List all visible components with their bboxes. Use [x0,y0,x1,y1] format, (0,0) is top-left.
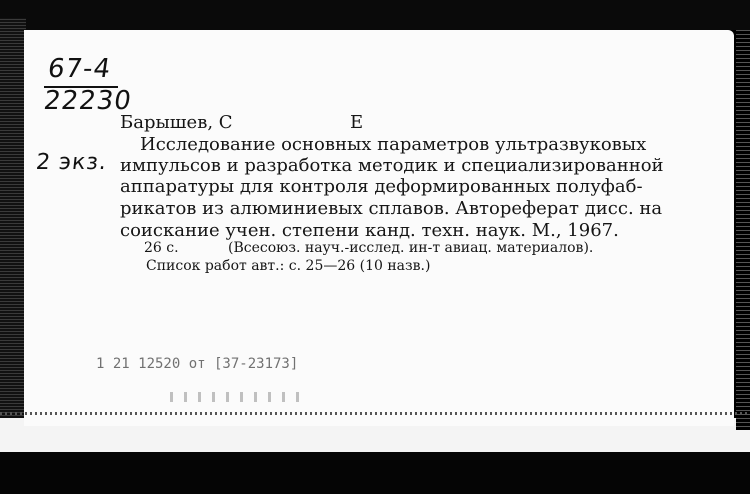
page-count: 26 с. [144,240,179,256]
publisher-note: (Всесоюз. науч.-исслед. ин-т авиац. материалов). [228,240,594,256]
title-line-3: аппаратуры для контроля деформированных полуфаб- [120,176,643,197]
bibliography-note: Список работ авт.: с. 25—26 (10 назв.) [146,258,431,274]
author-initial: Е [350,112,364,133]
call-number-bottom: 22230 [41,86,134,116]
scanner-frame-bottom [0,452,750,494]
copies-note: 2 экз. [34,150,109,175]
scanner-frame-top [0,0,750,30]
accession-stamp: 1 21 12520 от [37-23173] [96,356,299,372]
title-line-4: рикатов из алюминиевых сплавов. Автореферат дисс. на [120,198,663,219]
title-line-1: Исследование основных параметров ультразвуковых [140,134,647,155]
faint-marks [170,392,310,402]
scanner-right-edge [736,30,750,430]
call-number-top: 67-4 [45,54,114,84]
title-line-2: импульсов и разработка методик и специализированной [120,155,664,176]
title-line-5: соискание учен. степени канд. техн. наук. М., 1967. [120,220,619,241]
scanner-left-edge [0,18,26,418]
card-dotted-edge [0,412,750,415]
author-name: Барышев, С [120,112,233,133]
